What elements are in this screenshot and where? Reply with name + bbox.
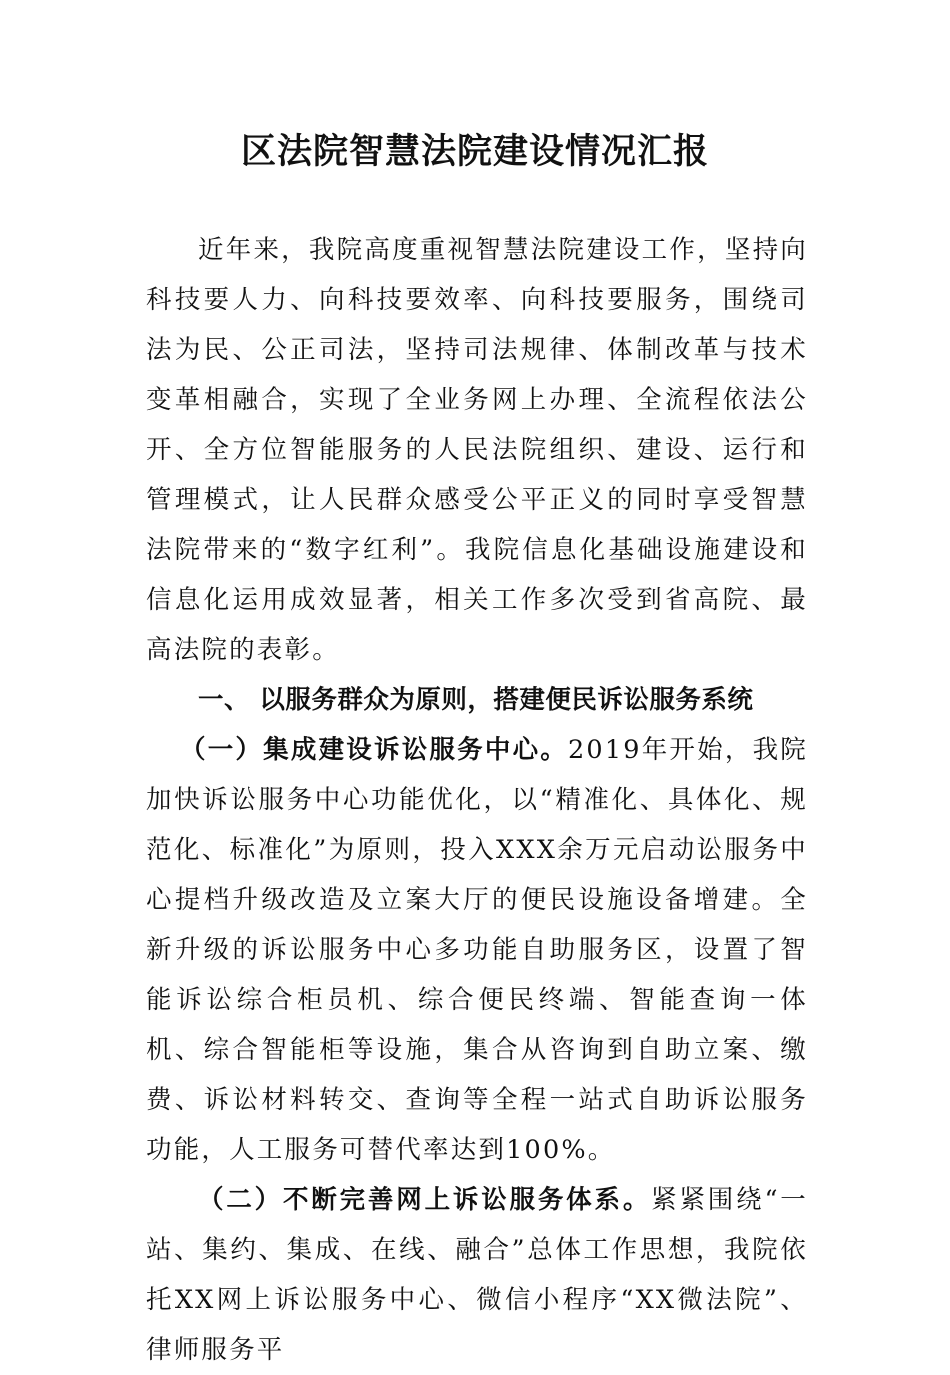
subsection-lead-2: （二）不断完善网上诉讼服务体系。 <box>198 1185 652 1215</box>
section-heading: 一、 以服务群众为原则，搭建便民诉讼服务系统 <box>198 685 754 715</box>
document-title: 区法院智慧法院建设情况汇报 <box>240 131 709 172</box>
subsection-paragraph-1 <box>146 725 808 1175</box>
subsection-paragraph-2 <box>146 1175 808 1375</box>
document-body <box>146 225 808 1375</box>
subsection-body-1: 2019年开始，我院加快诉讼服务中心功能优化，以“精准化、具体化、规范化、标准化”为原则，投入XXX余万元启动讼服务中心提档升级改造及立案大厅的便民设施设备增建。全新升级的诉讼服务中心多功能自助服务区，设置了智能诉讼综合柜员机、综合便民终端、智能查询一体机、综合智能柜等设施，集合从咨询到自助立案、缴费、诉讼材料转交、查询等全程一站式自助诉讼服务功能，人工服务可替代率达到100%。 <box>146 735 808 1165</box>
subsection-lead-1: （一）集成建设诉讼服务中心。 <box>180 735 568 765</box>
subsection-body-2: 紧紧围绕“一站、集约、集成、在线、融合”总体工作思想，我院依托XX网上诉讼服务中心、微信小程序“XX微法院”、律师服务平 <box>146 1185 808 1365</box>
intro-paragraph: 近年来，我院高度重视智慧法院建设工作，坚持向科技要人力、向科技要效率、向科技要服务，围绕司法为民、公正司法，坚持司法规律、体制改革与技术变革相融合，实现了全业务网上办理、全流程依法公开、全方位智能服务的人民法院组织、建设、运行和管理模式，让人民群众感受公平正义的同时享受智慧法院带来的“数字红利”。我院信息化基础设施建设和信息化运用成效显著，相关工作多次受到省高院、最高法院的表彰。 <box>146 235 808 665</box>
